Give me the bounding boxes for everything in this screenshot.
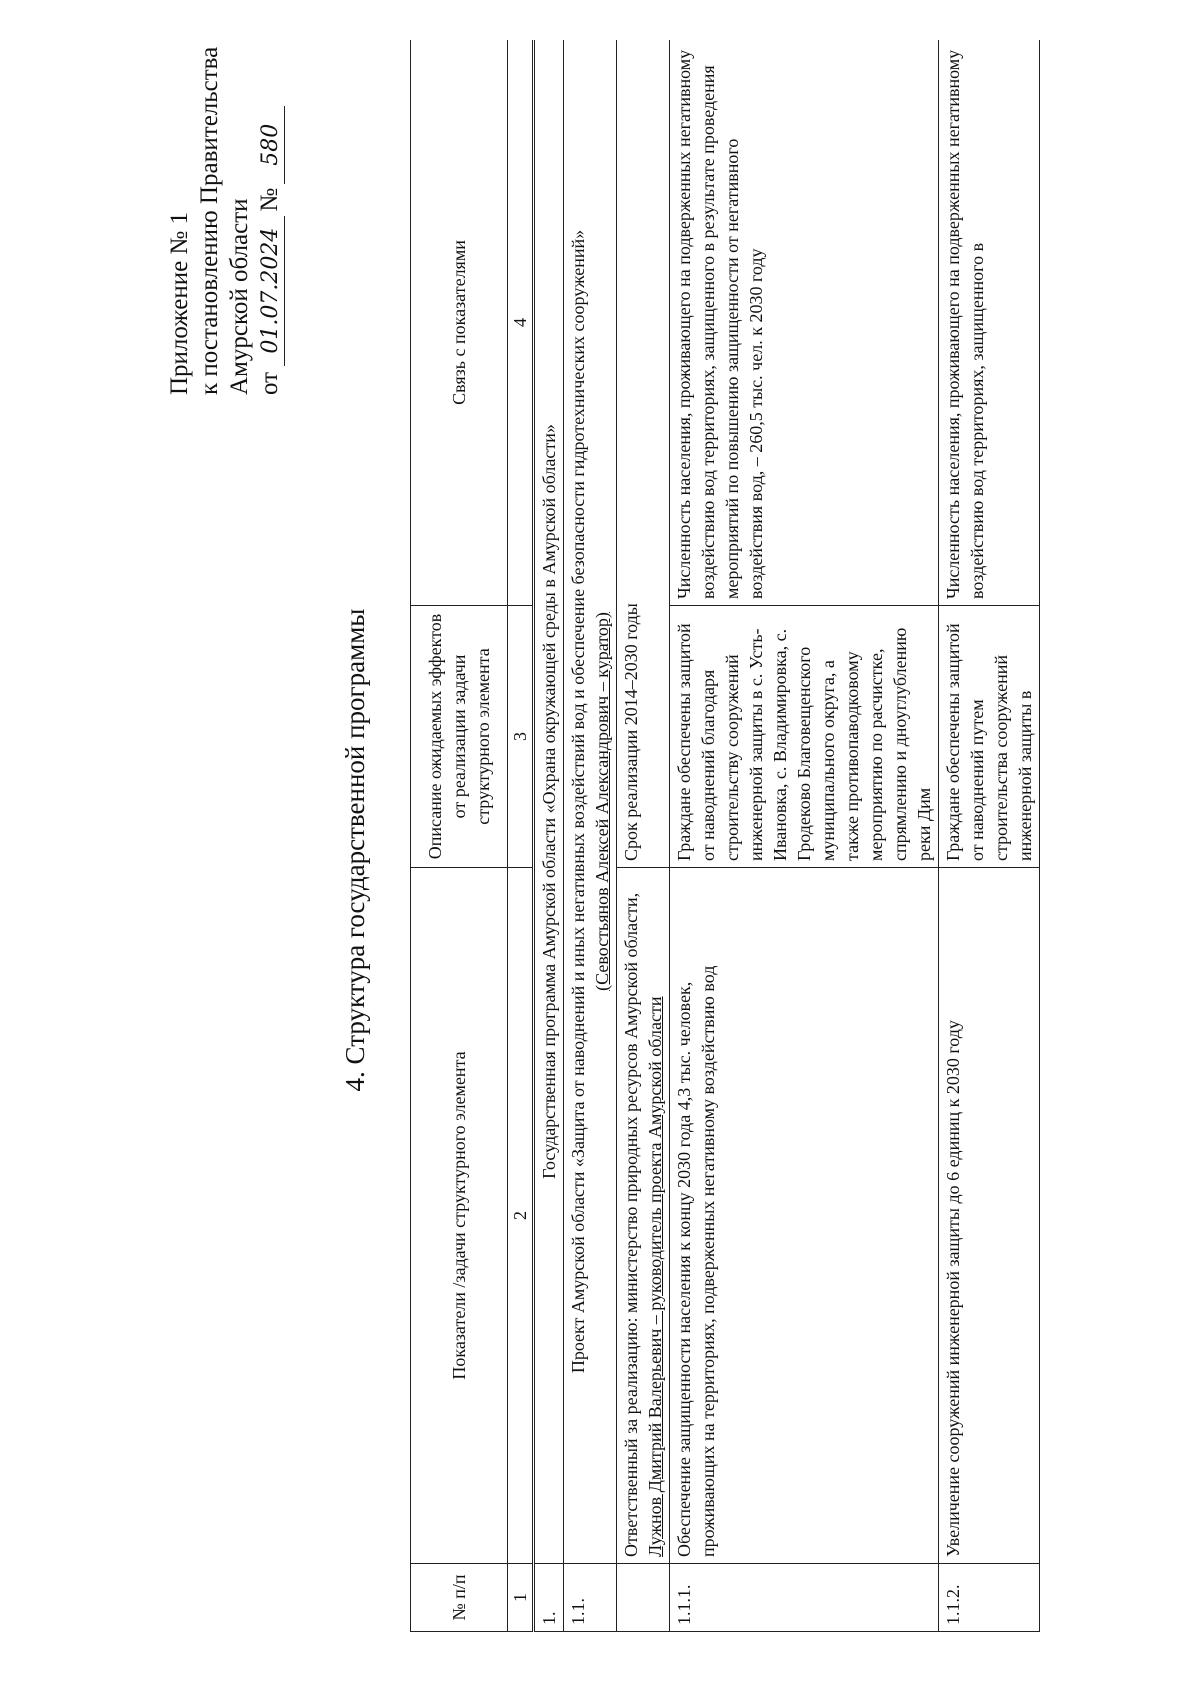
effect-cell: Граждане обеспечены защитой от наводнений путем строительства сооружений инженерной защиты в [939, 606, 1040, 868]
row-number: 1. [534, 1564, 564, 1632]
column-number: 2 [508, 868, 534, 1564]
responsible-text: Ответственный за реализацию: министерство природных ресурсов Амурской области, [621, 892, 641, 1557]
header-task: Показатели /задачи структурного элемента [411, 868, 508, 1564]
implementation-term: Срок реализации 2014–2030 годы [617, 40, 670, 868]
structure-table [410, 40, 1040, 1632]
structure-table-wrapper [410, 40, 1110, 1632]
project-cell [564, 40, 617, 1564]
header-num: № п/п [411, 1564, 508, 1632]
program-title: Государственная программа Амурской области «Охрана окружающей среды в Амурской области» [534, 40, 564, 1564]
section-title: 4. Структура государственной программы [340, 608, 370, 1092]
indicator-link-cell: Численность населения, проживающего на подверженных негативному воздействию вод территориях, защищенного в [939, 40, 1040, 606]
empty-cell [617, 1564, 670, 1632]
row-number: 1.1.2. [939, 1564, 1040, 1632]
header-row [411, 40, 508, 1632]
column-number-row [508, 40, 534, 1632]
appendix-header [165, 35, 285, 395]
project-leader: Лужнов Дмитрий Валерьевич – руководитель проекта Амурской области [645, 996, 665, 1557]
row-number: 1.1. [564, 1564, 617, 1632]
appendix-title: Приложение № 1 [166, 211, 193, 395]
project-curator: (Севостьянов Алексей Александрович – куратор) [592, 612, 612, 991]
number-sign: № [256, 187, 283, 212]
header-effect: Описание ожидаемых эффектов от реализации задачи структурного элемента [411, 606, 508, 868]
responsible-row [617, 40, 670, 1632]
appendix-line-3: Амурской области [226, 198, 253, 395]
column-number: 4 [508, 40, 534, 606]
table-row [939, 40, 1040, 1632]
table-row [670, 40, 939, 1632]
appendix-line-2: к постановлению Правительства [196, 46, 223, 395]
row-number: 1.1.1. [670, 1564, 939, 1632]
header-link: Связь с показателями [411, 40, 508, 606]
handwritten-number: 580 [258, 106, 285, 184]
column-number: 3 [508, 606, 534, 868]
project-row [564, 40, 617, 1632]
task-cell: Обеспечение защищенности населения к концу 2030 года 4,3 тыс. человек, проживающих на территориях, подверженных негативному воздействию вод [670, 868, 939, 1564]
responsible-cell [617, 868, 670, 1564]
date-prefix: от [256, 371, 283, 395]
handwritten-date: 01.07.2024 [258, 216, 285, 366]
effect-cell: Граждане обеспечены защитой от наводнений благодаря строительству сооружений инженерной защиты в с. Усть-Ивановка, с. Владимировка, с. Гродеково Благовещенского муниципального округа, а также противопаводковому мероприятию по расчистке, спрямлению и дноуглублению реки Дим [670, 606, 939, 868]
indicator-link-cell: Численность населения, проживающего на подверженных негативному воздействию вод территориях, защищенного в результате проведения мероприятий по повышению защищенности от негативного воздействия вод, – 260,5 тыс. чел. к 2030 году [670, 40, 939, 606]
task-cell: Увеличение сооружений инженерной защиты до 6 единиц к 2030 году [939, 868, 1040, 1564]
project-title: Проект Амурской области «Защита от наводнений и иных негативных воздействий вод и обеспечение безопасности гидротехнических сооружений» [568, 229, 588, 1374]
appendix-date-line [255, 35, 285, 395]
program-row [534, 40, 564, 1632]
column-number: 1 [508, 1564, 534, 1632]
